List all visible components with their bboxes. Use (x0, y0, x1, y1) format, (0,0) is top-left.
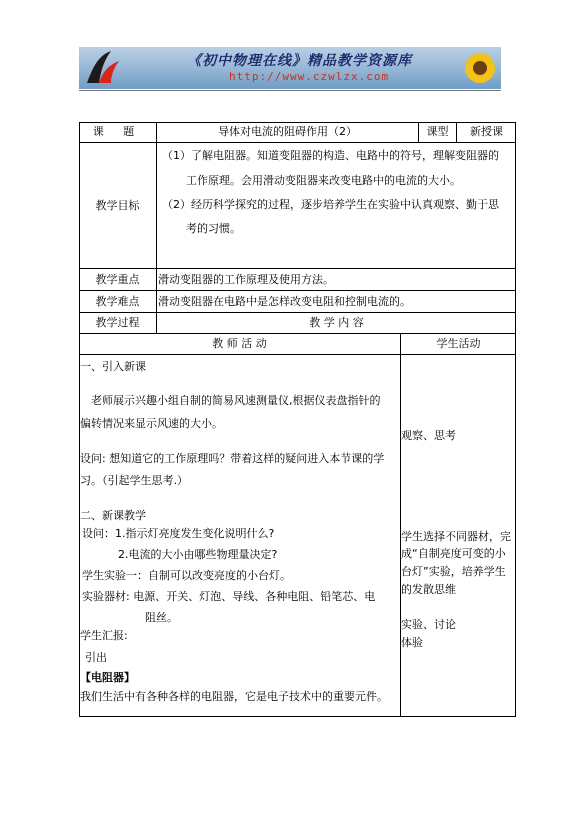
topic-value: 导体对电流的阻碍作用（2） (218, 125, 357, 138)
difficulty-value: 滑动变阻器在电路中是怎样改变电阻和控制电流的。 (158, 295, 411, 308)
teacher-line: 实验器材: 电源、开关、灯泡、导线、各种电阻、铅笔芯、电 (82, 590, 376, 603)
teacher-line: 我们生活中有各种各样的电阻器，它是电子技术中的重要元件。 (80, 690, 388, 703)
student-line: 成“自制亮度可变的小 (401, 547, 506, 560)
teacher-line: 偏转情况来显示风速的大小。 (80, 417, 223, 430)
process-label: 教学过程 (95, 316, 140, 329)
topic-label: 课 题 (92, 125, 143, 138)
teacher-line: 设问: 想知道它的工作原理吗？带着这样的疑问进入本节课的学 (80, 452, 385, 465)
student-activity-header: 学生活动 (436, 337, 481, 350)
teacher-line: 老师展示兴趣小组自制的简易风速测量仪,根据仪表盘指针的 (91, 394, 381, 407)
sunflower-icon (463, 51, 497, 85)
teacher-line: 引出 (85, 651, 107, 664)
focus-value: 滑动变阻器的工作原理及使用方法。 (158, 273, 334, 286)
goals-label: 教学目标 (95, 199, 140, 212)
banner-divider (79, 90, 501, 91)
banner-url[interactable]: http://www.czwlzx.com (229, 70, 390, 83)
teacher-line: 习。（引起学生思考.） (80, 474, 188, 487)
teacher-line: 阻丝。 (145, 611, 178, 624)
difficulty-label: 教学难点 (95, 295, 140, 308)
student-line: 体验 (401, 636, 423, 649)
teacher-line: 二、新课教学 (80, 509, 146, 522)
process-value: 教 学 内 容 (309, 316, 364, 329)
teacher-line: 【电阻器】 (80, 671, 135, 684)
teacher-line: 学生实验一：自制可以改变亮度的小台灯。 (82, 569, 291, 582)
student-line: 的发散思维 (401, 583, 456, 596)
teacher-activity-header: 教 师 活 动 (212, 337, 267, 350)
teacher-line: 一、引入新课 (80, 360, 146, 373)
teacher-line: 设问：1.指示灯亮度发生变化说明什么? (82, 527, 275, 540)
teacher-line: 2.电流的大小由哪些物理量决定? (118, 548, 278, 561)
student-line: 观察、思考 (401, 429, 456, 442)
student-line: 台灯”实验，培养学生 (401, 565, 506, 578)
student-line: 实验、讨论 (401, 618, 456, 631)
goal-line: （1）了解电阻器。知道变阻器的构造、电路中的符号，理解变阻器的 (162, 149, 499, 162)
type-value: 新授课 (470, 125, 503, 138)
goal-line: （2）经历科学探究的过程，逐步培养学生在实验中认真观察、勤于思 (162, 198, 499, 211)
site-logo-icon (81, 49, 121, 87)
focus-label: 教学重点 (95, 273, 140, 286)
goal-line: 工作原理。会用滑动变阻器来改变电路中的电流的大小。 (186, 174, 461, 187)
teacher-line: 学生汇报: (80, 629, 128, 642)
student-line: 学生选择不同器材，完 (401, 530, 511, 543)
type-label: 课型 (426, 125, 449, 138)
banner-title: 《初中物理在线》精品教学资源库 (187, 53, 412, 69)
goal-line: 考的习惯。 (186, 222, 241, 235)
header-banner (79, 47, 501, 89)
